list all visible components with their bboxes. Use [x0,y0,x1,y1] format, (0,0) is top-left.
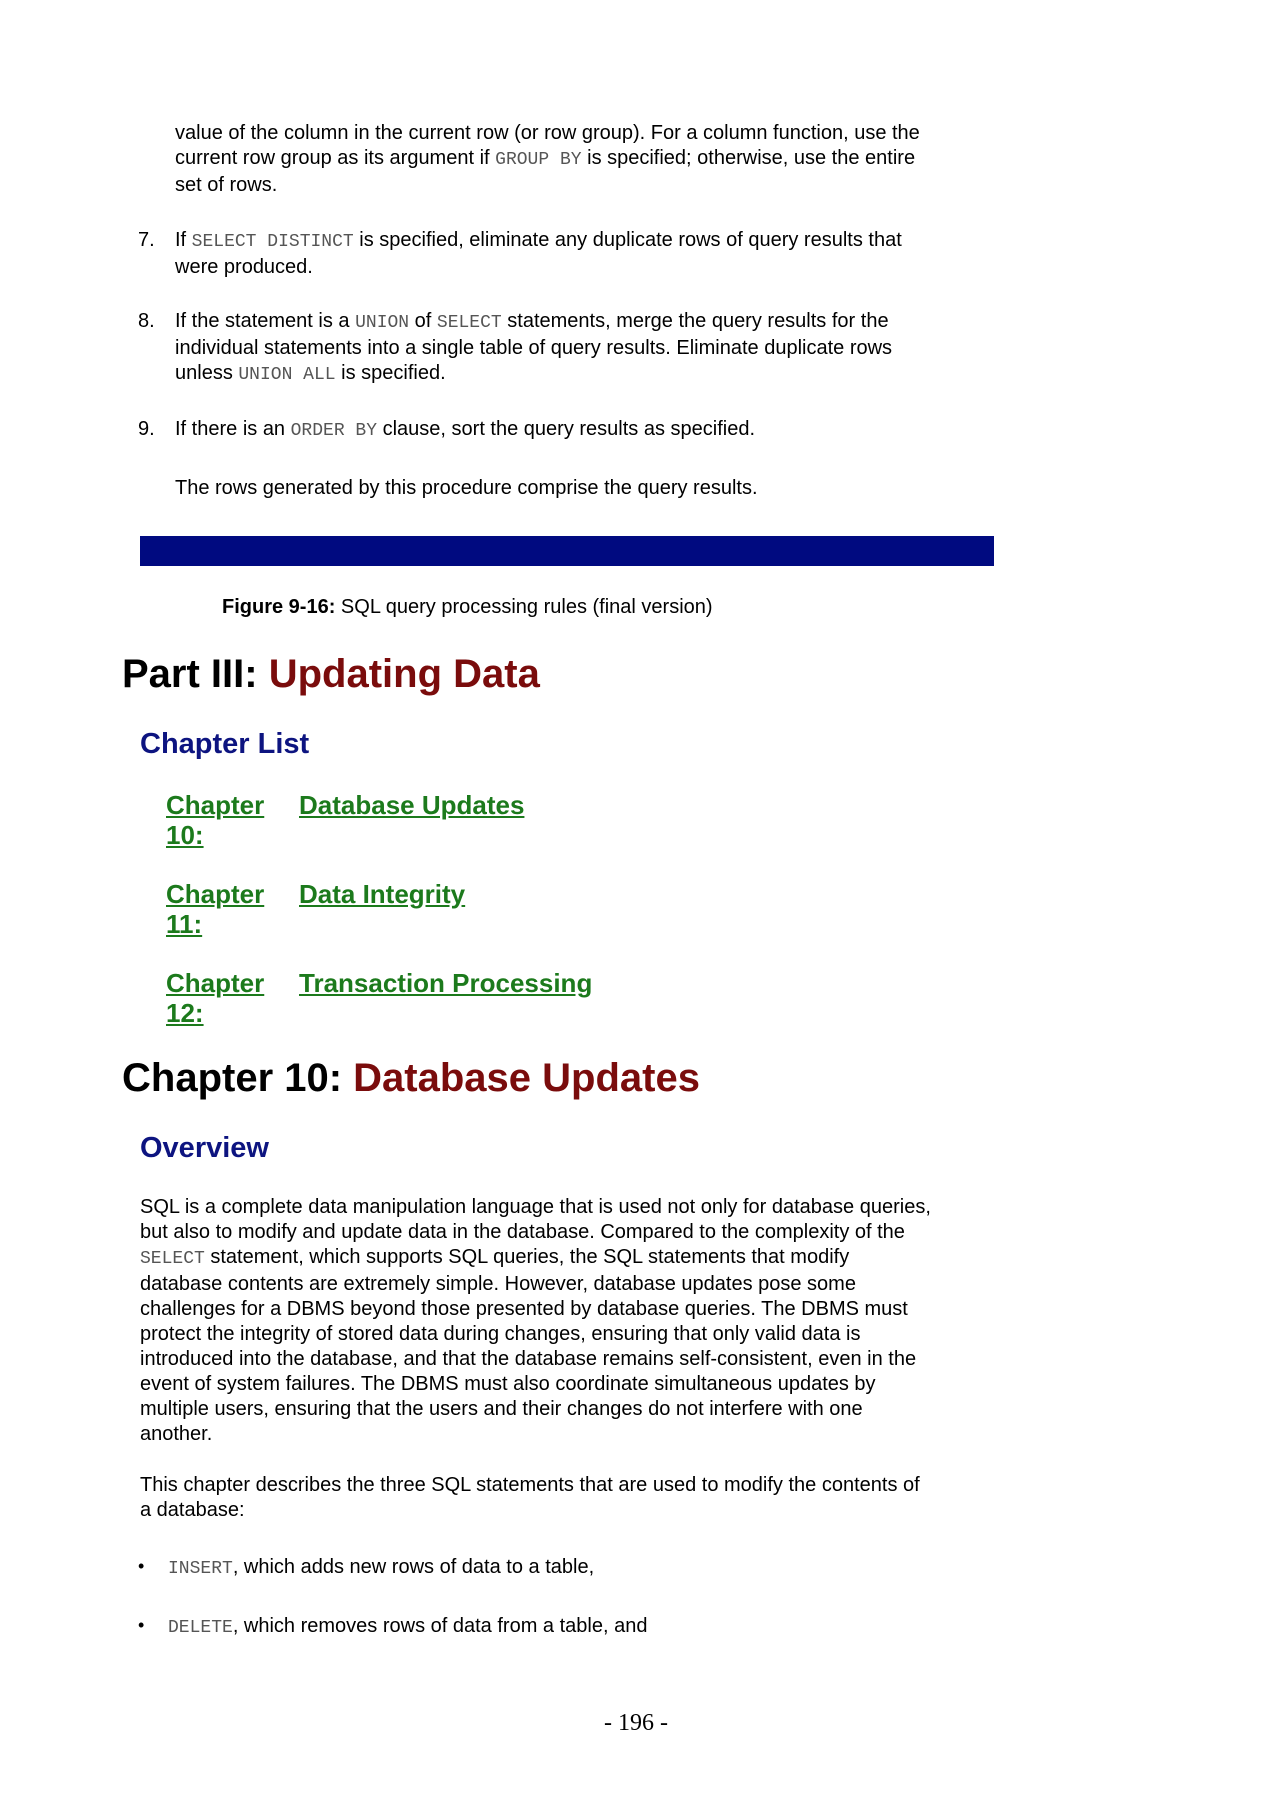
chapter-list-heading: Chapter List [140,728,310,760]
chapter-title-text: Database Updates [353,1056,700,1100]
code-select-distinct: SELECT DISTINCT [191,232,354,252]
figure-label: Figure 9-16: [222,596,336,618]
toc-title-link[interactable]: Database Updates [299,790,525,820]
toc-chapter-link[interactable] [166,968,276,1028]
ov-line: a database: [140,1499,245,1521]
part-prefix: Part III: [122,652,269,696]
figure-caption [222,596,713,619]
closing-paragraph: The rows generated by this procedure comprise the query results. [175,477,758,499]
step-8-text [175,309,892,388]
toc-title-link[interactable]: Data Integrity [299,879,466,909]
chapter-prefix: Chapter 10: [122,1056,354,1100]
toc-chapter-link[interactable] [166,790,276,850]
intro-line-2b: is specified; otherwise, use the entire [581,147,916,169]
toc-number-line2[interactable]: 10: [166,820,204,850]
bullet-icon: • [138,1556,145,1576]
intro-line-1: value of the column in the current row (or row group). For a column function, use the [175,122,920,144]
ov-line: database contents are extremely simple. However, database updates pose some [140,1273,856,1295]
overview-heading: Overview [140,1132,269,1164]
step-9-number: 9. [138,418,155,440]
ov-line: protect the integrity of stored data during changes, ensuring that only valid data is [140,1323,861,1345]
step-8-number: 8. [138,310,155,332]
step-7-number: 7. [138,229,155,251]
step-9-b: clause, sort the query results as specified. [377,418,756,440]
toc-chapter-link[interactable] [166,879,276,939]
ov-line: multiple users, ensuring that the users and their changes do not interfere with one [140,1398,863,1420]
ov-line: another. [140,1423,213,1445]
toc-number-line1[interactable]: Chapter [166,879,265,909]
bullet-insert [168,1555,594,1582]
overview-paragraph-1 [140,1195,931,1447]
toc-number-line2[interactable]: 12: [166,998,204,1028]
page-number: - 196 - [604,1710,668,1736]
step-9-text [175,417,755,444]
step-9-a: If there is an [175,418,291,440]
ov-line: statement, which supports SQL queries, the SQL statements that modify [204,1246,850,1268]
bullet-delete [168,1614,647,1641]
ov-line: but also to modify and update data in the database. Compared to the complexity of the [140,1221,905,1243]
step-7-line2: were produced. [175,256,313,278]
intro-paragraph [175,121,920,198]
bullet-text: , which removes rows of data from a table, and [232,1615,648,1637]
step-8-line3a: unless [175,362,239,384]
step-8-b: of [409,310,437,332]
toc-title-link[interactable]: Transaction Processing [299,968,593,998]
code-union: UNION [355,313,410,333]
step-8-line2: individual statements into a single table of query results. Eliminate duplicate rows [175,337,893,359]
code-order-by: ORDER BY [290,421,378,441]
step-8-line3b: is specified. [335,362,446,384]
toc-number-line2[interactable]: 11: [166,909,203,939]
intro-line-3: set of rows. [175,174,278,196]
step-7-text [175,228,902,280]
step-8-c: statements, merge the query results for the [501,310,889,332]
toc-number-line1[interactable]: Chapter [166,968,265,998]
ov-line: This chapter describes the three SQL statements that are used to modify the contents of [140,1474,920,1496]
overview-paragraph-2 [140,1473,920,1523]
step-7-b: is specified, eliminate any duplicate rows of query results that [353,229,902,251]
code-insert: INSERT [168,1559,233,1579]
ov-line: event of system failures. The DBMS must also coordinate simultaneous updates by [140,1373,876,1395]
ov-line: introduced into the database, and that the database remains self-consistent, even in the [140,1348,917,1370]
ov-line: challenges for a DBMS beyond those presented by database queries. The DBMS must [140,1298,908,1320]
code-union-all: UNION ALL [238,365,336,385]
bullet-icon: • [138,1615,145,1635]
part-title-text: Updating Data [268,652,540,696]
code-select: SELECT [436,313,502,333]
part-title [122,652,540,697]
figure-bar [140,536,994,566]
ov-line: SQL is a complete data manipulation language that is used not only for database queries, [140,1196,931,1218]
step-8-a: If the statement is a [175,310,356,332]
figure-text: SQL query processing rules (final version) [335,596,713,618]
bullet-text: , which adds new rows of data to a table, [232,1556,595,1578]
intro-line-2a: current row group as its argument if [175,147,496,169]
code-select-inline: SELECT [140,1249,205,1269]
code-delete: DELETE [168,1618,233,1638]
step-7-a: If [175,229,192,251]
toc-number-line1[interactable]: Chapter [166,790,265,820]
chapter-title [122,1056,700,1101]
code-group-by: GROUP BY [495,150,582,170]
